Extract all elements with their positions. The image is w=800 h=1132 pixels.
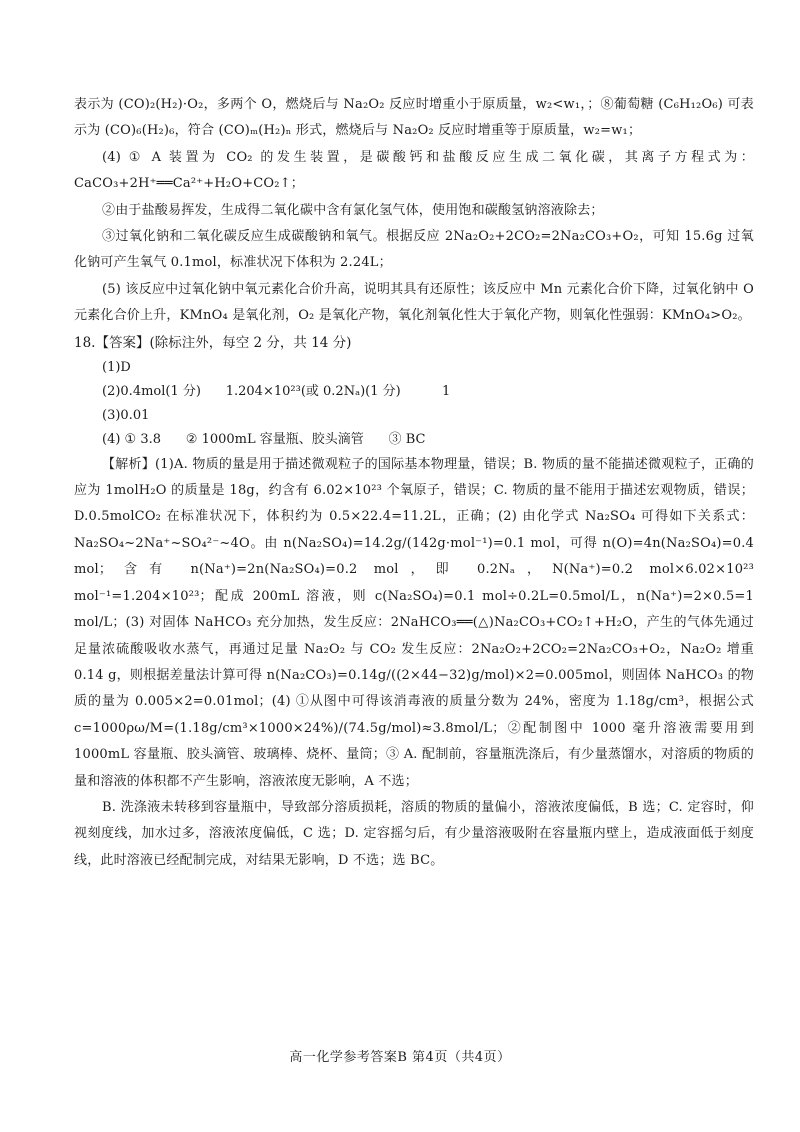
q17-oxidation-paragraph: (5) 该反应中过氧化钠中氧元素化合价升高，说明其具有还原性；该反应中 Mn 元素化合价下降，过氧化钠中 O 元素化合价上升，KMnO₄ 是氧化剂，O₂ 是氧化产物，氧化剂氧化性大于氧化产物，则氧化性强弱：KMnO₄>O₂。 (74, 281, 754, 324)
q18-answer-4: (4) ① 3.8 ② 1000mL 容量瓶、胶头滴管 ③ BC (102, 431, 426, 447)
q17-hcl-removal-paragraph: ②由于盐酸易挥发，生成得二氧化碳中含有氯化氢气体，使用饱和碳酸氢钠溶液除去； (102, 202, 604, 218)
q18-analysis-paragraph: 【解析】(1)A. 物质的量是用于描述微观粒子的国际基本物理量，错误；B. 物质的量不能描述微观粒子，正确的应为 1molH₂O 的质量是 18g，约含有 6.02×10²³ 个氧原子，错误；C. 物质的量不能用于描述宏观物质，错误；D.0.5molCO₂ 在标准状况下，体积约为 0.5×22.4=11.2L，正确；(2) 由化学式 Na₂SO₄ 可得如下关系式：Na₂SO₄~2Na⁺~SO₄²⁻~4O。由 n(Na₂SO₄)=14.2g/(142g·mol⁻¹)=0.1 mol，可得 n(O)=4n(Na₂SO₄)=0.4 mol；含有 n(Na⁺)=2n(Na₂SO₄)=0.2 mol，即 0.2Nₐ，N(Na⁺)=0.2 mol×6.02×10²³ mol⁻¹=1.204×10²³；配成 200mL 溶液，则 c(Na₂SO₄)=0.1 mol÷0.2L=0.5mol/L，n(Na⁺)=2×0.5=1 mol/L；(3) 对固体 NaHCO₃ 充分加热，发生反应：2NaHCO₃══(△)Na₂CO₃+CO₂↑+H₂O，产生的气体先通过足量浓硫酸吸收水蒸气，再通过足量 Na₂O₂ 与 CO₂ 发生反应：2Na₂O₂+2CO₂=2Na₂CO₃+O₂，Na₂O₂ 增重 0.14 g，则根据差量法计算可得 n(Na₂CO₃)=0.14g/((2×44−32)g/mol)×2=0.005mol，则固体 NaHCO₃ 的物质的量为 0.005×2=0.01mol；(4) ①从图中可得该消毒液的质量分数为 24%，密度为 1.18g/cm³，根据公式 c=1000ρω/M=(1.18g/cm³×1000×24%)/(74.5g/mol)≈3.8mol/L；②配制图中 1000 毫升溶液需要用到 1000mL 容量瓶、胶头滴管、玻璃棒、烧杯、量筒；③ A. 配制前，容量瓶洗涤后，有少量蒸馏水，对溶质的物质的量和溶液的体积都不产生影响，溶液浓度无影响，A 不选； (74, 456, 754, 789)
q18-answer-heading: 18.【答案】(除标注外，每空 2 分，共 14 分) (74, 334, 352, 351)
answer-page (74, 92, 754, 874)
q17-oxygen-ratio-paragraph: 表示为 (CO)₂(H₂)·O₂，多两个 O，燃烧后与 Na₂O₂ 反应时增重小于原质量，w₂<w₁，；⑧葡萄糖 (C₆H₁₂O₆) 可表示为 (CO)₆(H₂)₆，符合 (CO)ₘ(H₂)ₙ 形式，燃烧后与 Na₂O₂ 反应时增重等于原质量，w₂=w₁； (74, 97, 754, 139)
q17-oxygen-volume-paragraph: ③过氧化钠和二氧化碳反应生成碳酸钠和氧气。根据反应 2Na₂O₂+2CO₂=2Na₂CO₃+O₂，可知 15.6g 过氧化钠可产生氧气 0.1mol，标准状况下体积为 2.24L； (74, 229, 754, 271)
q18-answer-2: (2)0.4mol(1 分) 1.204×10²³(或 0.2Nₐ)(1 分) 1 (102, 383, 451, 399)
q18-answer-1: (1)D (102, 359, 131, 375)
q17-ionic-equation-paragraph: (4) ① A 装置为 CO₂ 的发生装置，是碳酸钙和盐酸反应生成二氧化碳，其离子方程式为：CaCO₃+2H⁺══Ca²⁺+H₂O+CO₂↑； (74, 149, 754, 192)
page-footer: 高一化学参考答案B 第4页（共4页） (289, 1050, 511, 1065)
q18-analysis-bcd-paragraph: B. 洗涤液未转移到容量瓶中，导致部分溶质损耗，溶质的物质的量偏小，溶液浓度偏低，B 选；C. 定容时，仰视刻度线，加水过多，溶液浓度偏低，C 选；D. 定容摇匀后，有少量溶液吸附在容量瓶内壁上，造成液面低于刻度线，此时溶液已经配制完成，对结果无影响，D 不选；选 BC。 (74, 799, 754, 868)
q18-answer-3: (3)0.01 (102, 407, 150, 423)
